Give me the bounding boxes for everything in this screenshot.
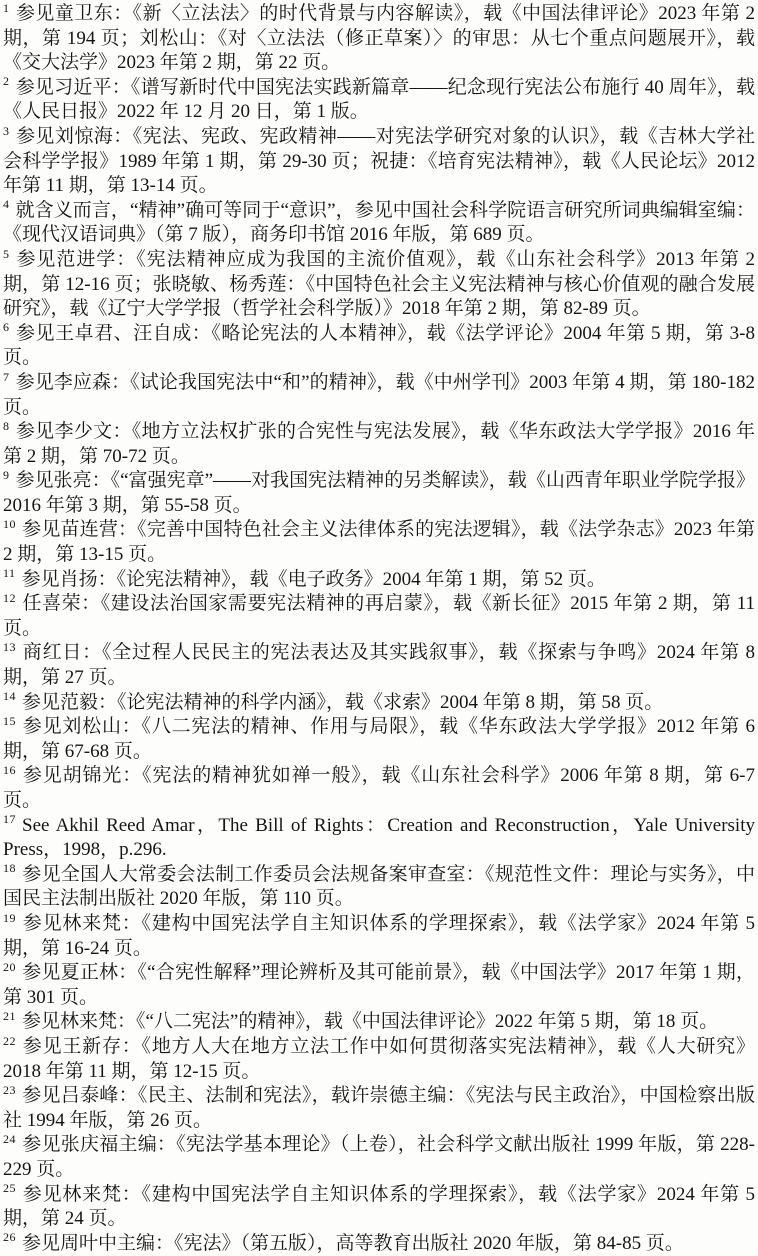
footnote-number: 12 [3,590,16,605]
footnote-text: 参见范进学：《宪法精神应成为我国的主流价值观》，载《山东社会科学》2013 年第 2 期，第 12-16 页；张晓敏、杨秀莲：《中国特色社会主义宪法精神与核心价值观的融合发展研究》，载《辽宁大学学报（哲学社会科学版）》2018 年第 2 期，第 82-89 页。 [3,248,755,320]
footnote-item [3,469,755,518]
footnote-item [3,2,755,76]
footnote-item [3,961,755,1010]
footnote-text: 参见范毅：《论宪法精神的科学内涵》，载《求索》2004 年第 8 期，第 58 页。 [22,691,664,713]
footnote-number: 7 [3,369,10,384]
footnote-number: 6 [3,320,10,335]
footnote-item [3,863,755,912]
footnote-text: 商红日：《全过程人民民主的宪法表达及其实践叙事》，载《探索与争鸣》2024 年第 8 期，第 27 页。 [3,642,755,689]
footnote-item [3,1133,755,1182]
footnote-number: 13 [3,640,16,655]
footnote-item [3,568,755,593]
footnote-text: 参见周叶中主编：《宪法》（第五版），高等教育出版社 2020 年版，第 84-85 页。 [22,1232,684,1254]
footnote-text: See Akhil Reed Amar，The Bill of Rights：Creation and Reconstruction，Yale University Press，1998，p.296. [3,814,755,861]
footnote-number: 9 [3,467,10,482]
footnote-item [3,322,755,371]
footnote-text: 参见李少文：《地方立法权扩张的合宪性与宪法发展》，载《华东政法大学学报》2016 年第 2 期，第 70-72 页。 [3,421,755,467]
footnote-text: 参见夏正林：《“合宪性解释”理论辨析及其可能前景》，载《中国法学》2017 年第 1 期，第 301 页。 [3,962,755,1008]
footnote-item [3,592,755,641]
footnote-number: 26 [3,1230,16,1245]
footnote-text: 参见林来梵：《建构中国宪法学自主知识体系的学理探索》，载《法学家》2024 年第 5 期，第 24 页。 [3,1183,755,1230]
footnote-text: 参见王新存：《地方人大在地方立法工作中如何贯彻落实宪法精神》，载《人大研究》2018 年第 11 期，第 12-15 页。 [3,1035,755,1082]
footnote-item [3,641,755,690]
footnote-item [3,248,755,322]
footnote-number: 15 [3,713,16,728]
footnote-number: 14 [3,689,16,704]
footnote-item [3,518,755,567]
footnote-number: 17 [3,812,16,827]
footnote-item [3,1010,755,1035]
footnote-text: 参见吕泰峰：《民主、法制和宪法》，载许崇德主编：《宪法与民主政治》，中国检察出版社 1994 年版，第 26 页。 [3,1085,755,1131]
footnote-text: 参见李应森：《试论我国宪法中“和”的精神》，载《中州学刊》2003 年第 4 期，第 180-182 页。 [3,371,755,418]
footnote-item [3,125,755,199]
footnote-number: 4 [3,197,10,212]
footnote-item [3,1035,755,1084]
footnote-item [3,199,755,248]
footnote-text: 参见全国人大常委会法制工作委员会法规备案审查室：《规范性文件：理论与实务》，中国民主法制出版社 2020 年版，第 110 页。 [3,863,755,910]
footnote-text: 参见习近平：《谱写新时代中国宪法实践新篇章——纪念现行宪法公布施行 40 周年》，载《人民日报》2022 年 12 月 20 日，第 1 版。 [3,76,755,123]
footnote-text: 参见林来梵：《建构中国宪法学自主知识体系的学理探索》，载《法学家》2024 年第 5 期，第 16-24 页。 [3,912,755,959]
footnote-text: 参见肖扬：《论宪法精神》，载《电子政务》2004 年第 1 期，第 52 页。 [21,568,606,590]
footnote-number: 19 [3,910,16,925]
footnote-text: 参见张亮：《“富强宪章”——对我国宪法精神的另类解读》，载《山西青年职业学院学报》2016 年第 3 期，第 55-58 页。 [3,470,755,516]
footnote-text: 参见刘松山：《八二宪法的精神、作用与局限》，载《华东政法大学学报》2012 年第 6 期，第 67-68 页。 [3,716,755,762]
footnote-number: 21 [3,1009,16,1024]
footnote-number: 5 [3,246,10,261]
footnote-number: 2 [3,74,10,89]
footnote-item [3,1183,755,1232]
footnote-number: 22 [3,1033,16,1048]
footnote-number: 10 [3,517,16,532]
footnote-text: 任喜荣：《建设法治国家需要宪法精神的再启蒙》，载《新长征》2015 年第 2 期，第 11 页。 [3,593,755,639]
footnote-number: 25 [3,1181,16,1196]
footnote-text: 参见张庆福主编：《宪法学基本理论》（上卷），社会科学文献出版社 1999 年版，第 228-229 页。 [3,1134,755,1180]
footnote-item [3,764,755,813]
footnote-item [3,76,755,125]
footnote-text: 参见林来梵：《“八二宪法”的精神》，载《中国法律评论》2022 年第 5 期，第 18 页。 [22,1011,719,1033]
footnote-number: 11 [3,566,16,581]
footnote-number: 18 [3,861,16,876]
footnote-number: 8 [3,418,10,433]
footnote-text: 就含义而言，“精神”确可等同于“意识”，参见中国社会科学院语言研究所词典编辑室编：《现代汉语词典》（第 7 版），商务印书馆 2016 年版，第 689 页。 [3,199,755,246]
footnote-item [3,371,755,420]
footnote-item [3,715,755,764]
footnote-number: 20 [3,959,16,974]
footnote-text: 参见胡锦光：《宪法的精神犹如禅一般》，载《山东社会科学》2006 年第 8 期，第 6-7 页。 [3,765,755,811]
footnote-number: 1 [3,0,10,15]
footnote-item [3,1232,755,1256]
footnote-item [3,691,755,716]
footnote-item [3,420,755,469]
footnote-number: 16 [3,763,16,778]
footnote-number: 3 [3,123,10,138]
footnote-item [3,912,755,961]
footnote-number: 23 [3,1082,16,1097]
footnote-text: 参见童卫东：《新〈立法法〉的时代背景与内容解读》，载《中国法律评论》2023 年第 2 期，第 194 页；刘松山：《对〈立法法（修正草案）〉的审思：从七个重点问题展开》，载《交大法学》2023 年第 2 期，第 22 页。 [3,3,755,74]
footnote-item [3,1084,755,1133]
footnote-text: 参见苗连营：《完善中国特色社会主义法律体系的宪法逻辑》，载《法学杂志》2023 年第 2 期，第 13-15 页。 [3,519,755,566]
footnote-number: 24 [3,1131,16,1146]
footnote-text: 参见刘惊海：《宪法、宪政、宪政精神——对宪法学研究对象的认识》，载《吉林大学社会科学学报》1989 年第 1 期，第 29-30 页；祝捷：《培育宪法精神》，载《人民论坛》2012 年第 11 期，第 13-14 页。 [3,125,755,197]
footnote-item [3,814,755,863]
footnote-text: 参见王卓君、汪自成：《略论宪法的人本精神》，载《法学评论》2004 年第 5 期，第 3-8 页。 [3,322,755,369]
